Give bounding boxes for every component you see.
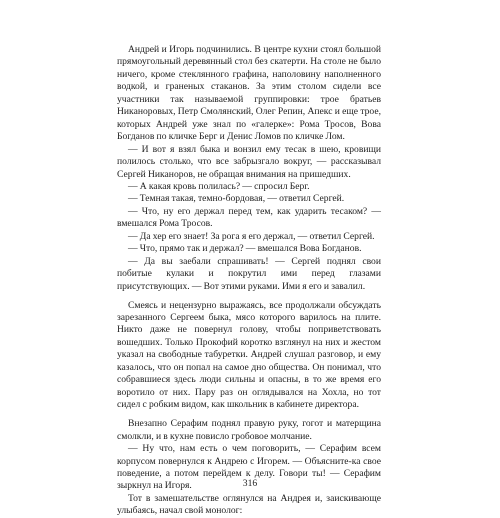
paragraph: Тот в замешательстве оглянулся на Андрея и, заискивающе улыбаясь, начал свой монолог: — [117, 492, 381, 517]
paragraph: — Да вы заебали спрашивать! — Сергей поднял свои побитые кулаки и покрутил ими перед глазами присутствующих. — Вот этими руками. Ими я его и завалил. — [117, 255, 381, 292]
page-number: 316 — [242, 478, 258, 489]
paragraph: — Что, прямо так и держал? — вмешался Вова Богданов. — [128, 243, 362, 255]
paragraph: — Ну что, нам есть о чем поговорить, — Серафим всем корпусом повернулся к Андрею с Игорем. — Объясните-ка свое поведение, а потом перейдем к делу. Говори ты! — Серафим зыркнул на Игоря. — [117, 443, 381, 492]
paragraph: — Да хер его знает! За рога я его держал, — ответил Сергей. — [128, 230, 375, 242]
paragraph: — Темная такая, темно-бордовая, — ответил Сергей. — [128, 193, 345, 205]
paragraph: — А какая кровь полилась? — спросил Берг. — [128, 180, 310, 192]
paragraph: Смеясь и нецензурно выражаясь, все продолжали обсуждать зарезанного Сергеем быка, мясо которого варилось на плите. Никто даже не повернул голову, чтобы поприветствовать вошедших. Только Прокофий коротко взглянул на них и жестом указал на свободные табуретки. Андрей слушал разговор, и ему казалось, что он попал на самое дно общества. Он понимал, что собравшиеся здесь люди сильны и опасны, в то же время его воротило от них. Пару раз он оглядывался на Хохла, но тот сидел с робким видом, как школьник в кабинете директора. — [117, 299, 381, 411]
body-text — [117, 44, 381, 518]
paragraph: — И вот я взял быка и вонзил ему тесак в шею, кровищи полилось столько, что все забрызгало вокруг, — рассказывал Сергей Никаноров, не обращая внимания на пришедших. — [117, 143, 381, 180]
paragraph: Внезапно Серафим поднял правую руку, гогот и матерщина смолкли, и в кухне повисло гробовое молчание. — [117, 418, 381, 442]
paragraph: — Что, ну его держал перед тем, как ударить тесаком? — вмешался Рома Тросов. — [117, 205, 381, 230]
paragraph: Андрей и Игорь подчинились. В центре кухни стоял большой прямоугольный деревянный стол без скатерти. На столе не было ничего, кроме стеклянного графина, наполовину наполненного водкой, и граненых стаканов. За этим столом сидели все участники так называемой группировки: трое братьев Никаноровых, Петр Смолянский, Олег Репин, Апекс и еще трое, которых Андрей уже знал по «галерке»: Рома Тросов, Вова Богданов по кличке Берг и Денис Ломов по кличке Лом. — [117, 44, 381, 143]
